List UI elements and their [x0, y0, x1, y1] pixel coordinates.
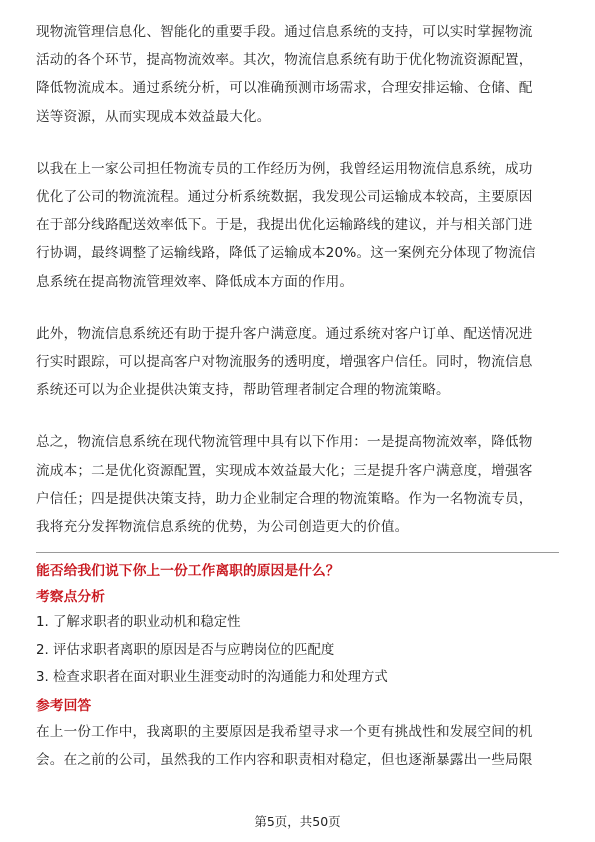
- analysis-list: [36, 609, 559, 692]
- answer-paragraph: 在上一份工作中，我离职的主要原因是我希望寻求一个更有挑战性和发展空间的机 会。在之前的公司，虽然我的工作内容和职责相对稳定，但也逐渐暴露出一些局限: [36, 723, 533, 768]
- body-paragraph-1: 现物流管理信息化、智能化的重要手段。通过信息系统的支持，可以实时掌握物流 活动的各个环节，提高物流效率。其次，物流信息系统有助于优化物流资源配置， 降低物流成本。通过系统分析，可以准确预测市场需求，合理安排运输、仓储、配 送等资源，从而实现成本效益最大化。: [36, 24, 533, 125]
- analysis-point: 2. 评估求职者离职的原因是否与应聘岗位的匹配度: [36, 642, 335, 658]
- analysis-point: 1. 了解求职者的职业动机和稳定性: [36, 615, 241, 631]
- interview-question: 能否给我们说下你上一份工作离职的原因是什么？: [36, 563, 340, 580]
- document-page: [36, 18, 559, 774]
- answer-heading: 参考回答: [36, 697, 92, 714]
- analysis-heading: 考察点分析: [36, 589, 105, 606]
- page-number: 第5页，共50页: [254, 814, 341, 829]
- body-paragraph-4: 总之，物流信息系统在现代物流管理中具有以下作用：一是提高物流效率，降低物 流成本；二是优化资源配置，实现成本效益最大化；三是提升客户满意度，增强客 户信任；四是提供决策支持，助力企业制定合理的物流策略。作为一名物流专员， 我将充分发挥物流信息系统的优势，为公司创造更大的价值。: [36, 434, 533, 536]
- body-paragraph-2: 以我在上一家公司担任物流专员的工作经历为例，我曾经运用物流信息系统，成功 优化了公司的物流流程。通过分析系统数据，我发现公司运输成本较高，主要原因 在于部分线路配送效率低下。于是，我提出优化运输路线的建议，并与相关部门进 行协调，最终调整了运输线路，降低了运输成本20%。这一案例充分体现了物流信 息系统在提高物流管理效率、降低成本方面的作用。: [36, 160, 536, 290]
- body-paragraph-3: 此外，物流信息系统还有助于提升客户满意度。通过系统对客户订单、配送情况进 行实时跟踪，可以提高客户对物流服务的透明度，增强客户信任。同时，物流信息 系统还可以为企业提供决策支持，帮助管理者制定合理的物流策略。: [36, 325, 533, 399]
- section-divider: [36, 552, 559, 553]
- analysis-point: 3. 检查求职者在面对职业生涯变动时的沟通能力和处理方式: [36, 670, 388, 686]
